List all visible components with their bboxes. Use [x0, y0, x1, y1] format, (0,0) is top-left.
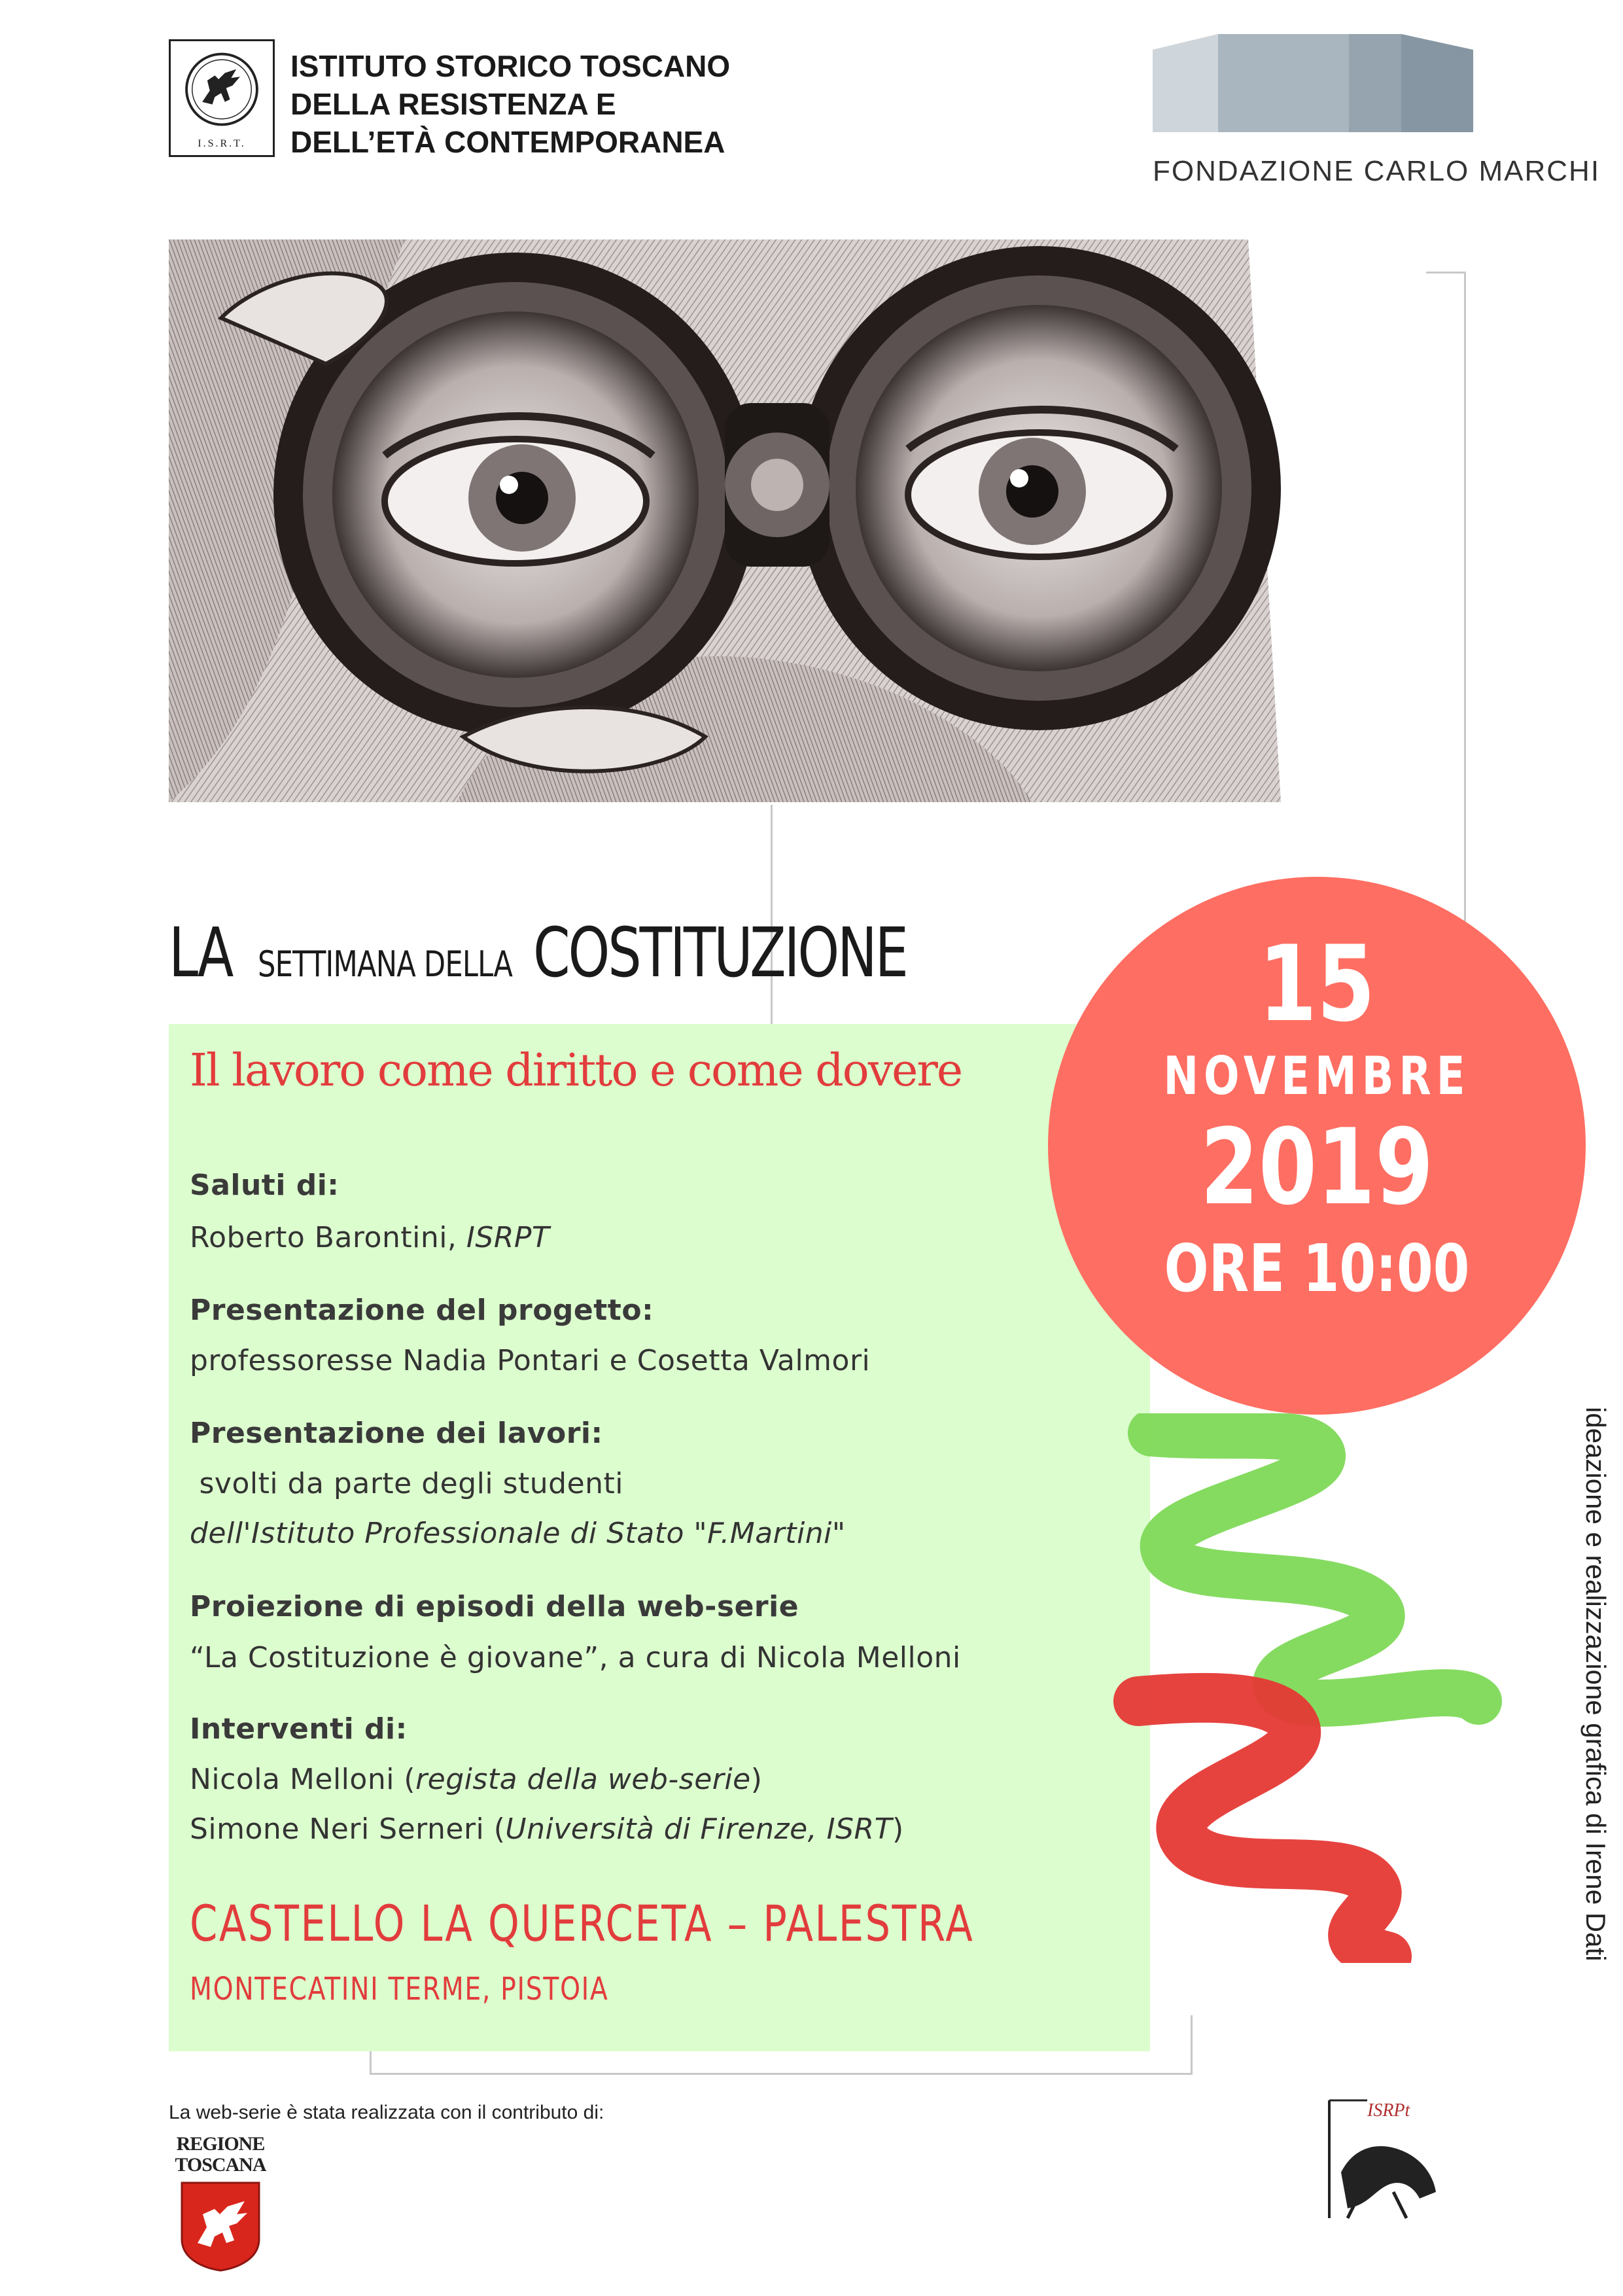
- speaker-1-close: ): [750, 1763, 763, 1796]
- isrt-name-line: DELLA RESISTENZA E: [290, 87, 616, 121]
- foundation-name: FONDAZIONE CARLO MARCHI: [1153, 155, 1601, 187]
- title-la: LA: [169, 913, 232, 993]
- footer-note: La web-serie è stata realizzata con il contributo di:: [169, 2102, 604, 2123]
- screening-text: “La Costituzione è giovane”, a cura di Nicola Melloni: [190, 1641, 961, 1674]
- regione-logo-line2: TOSCANA: [175, 2154, 266, 2176]
- regione-logo-line1: REGIONE: [176, 2133, 265, 2155]
- seal-text: I.S.R.T.: [198, 138, 246, 149]
- design-credit: [1580, 1407, 1613, 1962]
- date-time: ORE 10:00: [1164, 1230, 1470, 1307]
- greetings-affiliation: ISRPT: [466, 1221, 550, 1254]
- works-line2: dell'Istituto Professionale di Stato "F.Martini": [190, 1517, 846, 1550]
- speaker-2-close: ): [892, 1812, 904, 1846]
- foundation-logo: [1153, 34, 1601, 199]
- isrt-name-line: ISTITUTO STORICO TOSCANO: [290, 49, 731, 83]
- event-subtitle: Il lavoro come diritto e come dovere: [190, 1045, 962, 1097]
- screening-heading: Proiezione di episodi della web-serie: [190, 1590, 799, 1623]
- regione-toscana-logo: [171, 2133, 270, 2277]
- design-credit-text: ideazione e realizzazione grafica di Irene Dati: [1580, 1407, 1611, 1962]
- frame-line: [1426, 272, 1465, 274]
- isrt-logo: [169, 39, 275, 157]
- project-heading: Presentazione del progetto:: [190, 1294, 654, 1327]
- works-heading: Presentazione dei lavori:: [190, 1417, 603, 1450]
- blocks-logo-icon: [1153, 34, 1473, 132]
- title-costituzione: COSTITUZIONE: [532, 913, 907, 993]
- isrt-name-line: DELL’ETÀ CONTEMPORANEA: [290, 125, 725, 159]
- date-month: NOVEMBRE: [1163, 1046, 1471, 1106]
- greetings-line: [190, 1221, 550, 1254]
- title-settimana: SETTIMANA DELLA: [257, 944, 513, 985]
- date-year: 2019: [1200, 1106, 1434, 1228]
- pegasus-shield-icon: [179, 2180, 262, 2272]
- frame-line: [370, 2051, 372, 2074]
- project-text: professoresse Nadia Pontari e Cosetta Valmori: [190, 1344, 871, 1377]
- speaker-1: [190, 1763, 762, 1796]
- binoculars-eyes-engraving: [169, 239, 1426, 802]
- isrpt-logo: [1321, 2094, 1446, 2225]
- city: MONTECATINI TERME, PISTOIA: [190, 1971, 609, 2007]
- venue: CASTELLO LA QUERCETA – PALESTRA: [190, 1894, 975, 1952]
- isrt-name: [290, 47, 730, 161]
- isrpt-emblem-icon: [1321, 2094, 1446, 2225]
- frame-line: [1191, 2015, 1193, 2075]
- page-title: [169, 913, 1012, 993]
- speakers-heading: Interventi di:: [190, 1712, 408, 1746]
- works-line1: svolti da parte degli studenti: [190, 1467, 624, 1500]
- speaker-1-role: regista della web-serie: [415, 1763, 751, 1796]
- speaker-2-role: Università di Firenze, ISRT: [505, 1812, 892, 1846]
- greetings-heading: Saluti di:: [190, 1169, 340, 1202]
- date-day: 15: [1258, 923, 1376, 1045]
- isrpt-logo-label: ISRPt: [1367, 2100, 1410, 2121]
- speaker-2-name: Simone Neri Serneri (: [190, 1812, 506, 1846]
- hero-image: [169, 239, 1426, 802]
- date-badge: [1048, 877, 1586, 1415]
- speaker-2: [190, 1812, 904, 1846]
- flag-brush-strokes: [1112, 1413, 1531, 1963]
- greetings-name: Roberto Barontini,: [190, 1221, 466, 1254]
- speaker-1-name: Nicola Melloni (: [190, 1763, 416, 1796]
- frame-line: [370, 2073, 1193, 2075]
